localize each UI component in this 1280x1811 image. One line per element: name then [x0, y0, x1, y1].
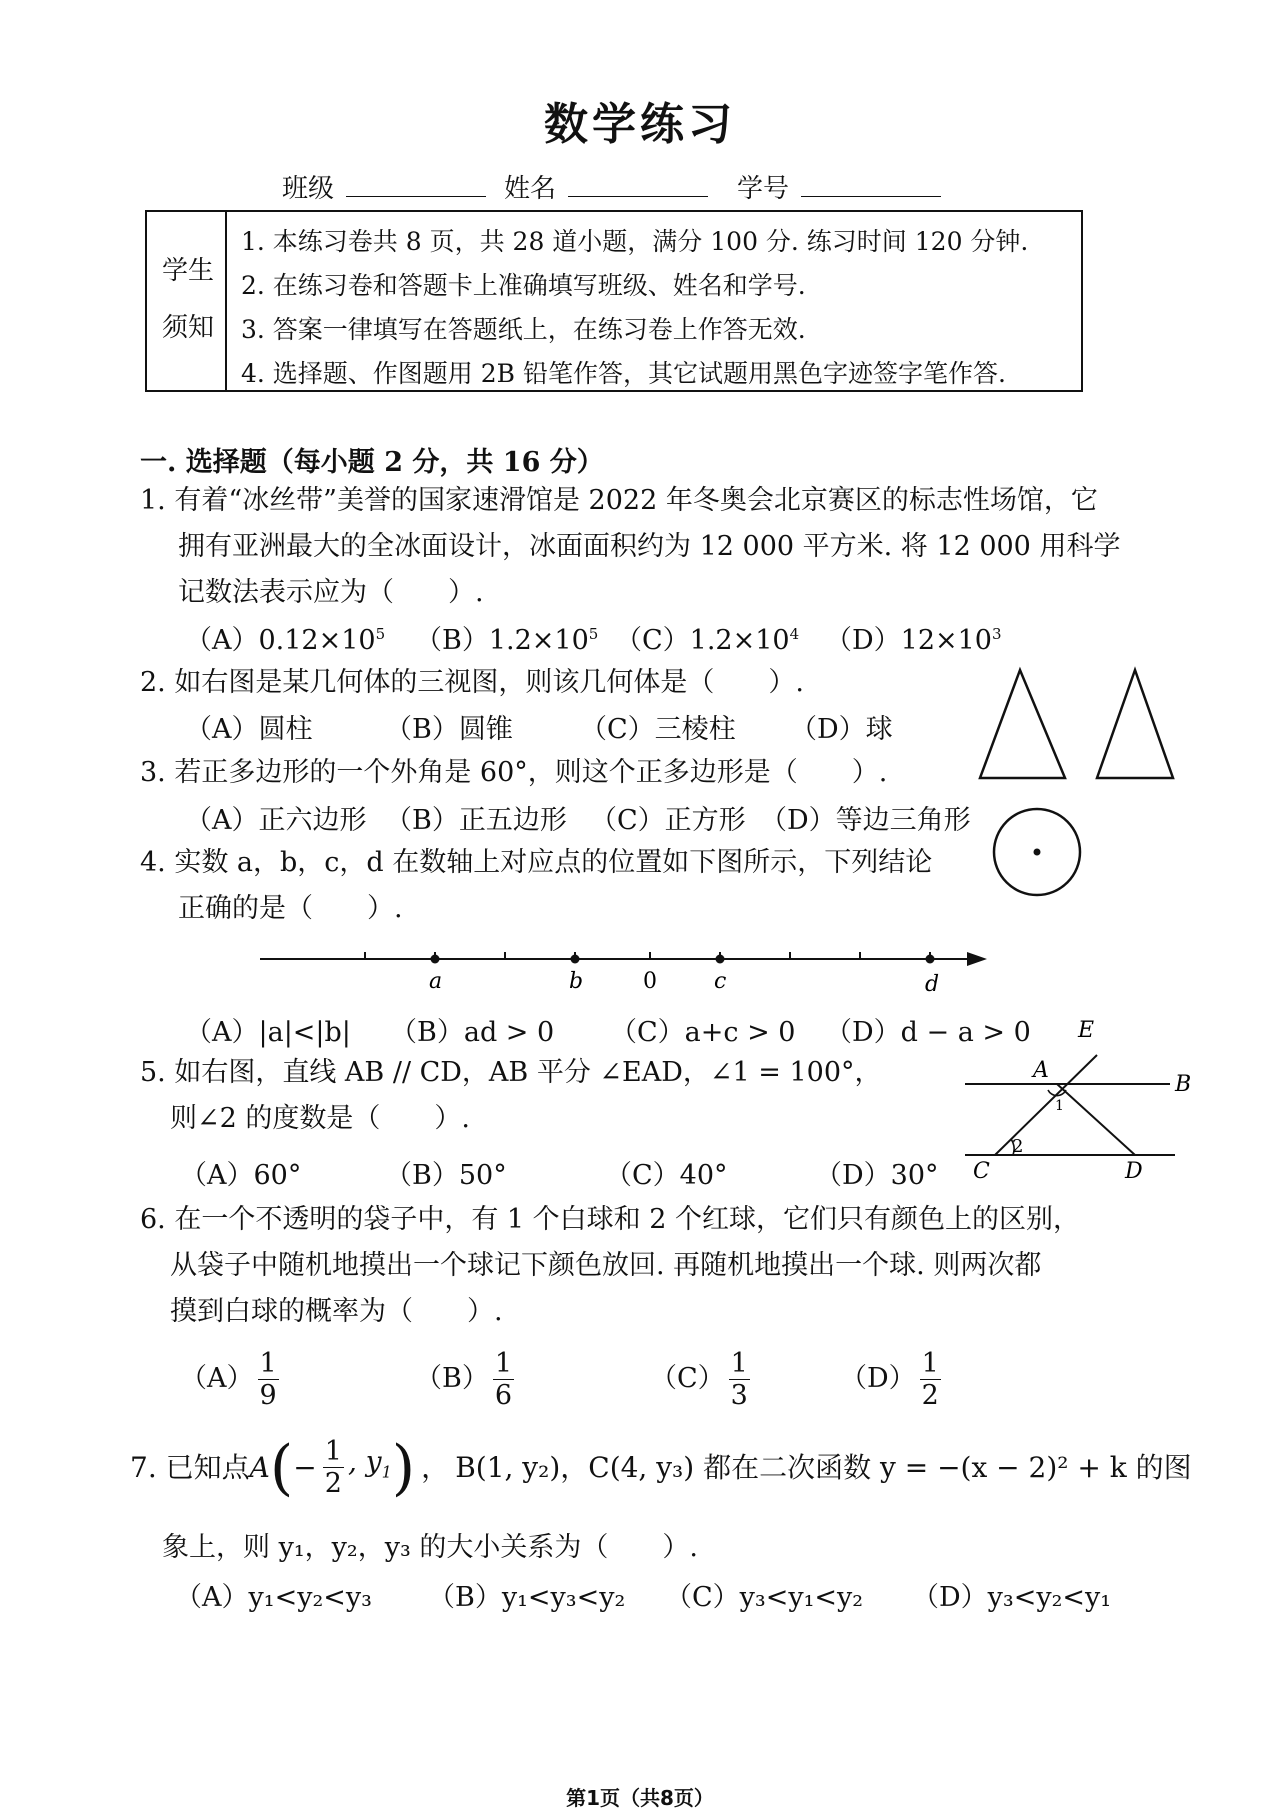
notice-item: 2. 在练习卷和答题卡上准确填写班级、姓名和学号. — [241, 271, 806, 300]
numerator: 1 — [730, 1348, 748, 1379]
name-blank[interactable] — [568, 172, 708, 197]
q1-option-d[interactable] — [825, 618, 1002, 657]
q4-option-a[interactable]: （A）|a|<|b| — [185, 1017, 351, 1048]
q1-option-a-exp: 5 — [375, 625, 386, 643]
question-1-line: 1. 有着“冰丝带”美誉的国家速滑馆是 2022 年冬奥会北京赛区的标志性场馆，它 — [140, 485, 1098, 516]
parallel-lines-figure — [955, 1015, 1200, 1190]
q1-option-c[interactable] — [615, 618, 799, 657]
notice-head-line1: 学生 — [162, 256, 215, 286]
q2-option-d[interactable]: （D）球 — [790, 714, 893, 745]
q1-option-c-exp: 4 — [789, 625, 800, 643]
q6-option-d-label: （D） — [840, 1363, 916, 1395]
label-b: B — [1175, 1072, 1192, 1097]
q4-option-b[interactable]: （B）ad > 0 — [390, 1017, 555, 1048]
q6-option-c[interactable] — [650, 1348, 754, 1411]
label-a: A — [1033, 1058, 1049, 1083]
q3-option-c[interactable]: （C）正方形 — [590, 805, 746, 836]
q7-point-a: A — [249, 1450, 270, 1484]
label-c: C — [973, 1159, 990, 1184]
q7-paren-close: ) — [391, 1432, 416, 1503]
notice-box — [145, 210, 1083, 392]
notice-item: 4. 选择题、作图题用 2B 铅笔作答，其它试题用黑色字迹签字笔作答. — [241, 359, 1006, 388]
q1-option-c-text: （C）1.2×10 — [615, 625, 790, 656]
q5-option-a[interactable]: （A）60° — [180, 1160, 302, 1191]
id-label: 学号 — [737, 174, 790, 204]
id-field — [737, 168, 941, 205]
denominator: 3 — [730, 1380, 748, 1412]
line-ad — [1057, 1084, 1135, 1155]
q3-option-b[interactable]: （B）正五边形 — [385, 805, 567, 836]
q4-option-d[interactable]: （D）d − a > 0 — [825, 1017, 1031, 1048]
name-label: 姓名 — [504, 174, 557, 204]
q6-option-b-label: （B） — [415, 1363, 489, 1395]
q6-option-d[interactable] — [840, 1348, 945, 1411]
q6-option-a-label: （A） — [180, 1363, 254, 1395]
class-blank[interactable] — [346, 172, 486, 197]
question-4-line: 4. 实数 a，b，c，d 在数轴上对应点的位置如下图所示，下列结论 — [140, 847, 933, 878]
question-5 — [140, 1050, 882, 1142]
numerator: 1 — [259, 1348, 277, 1379]
question-6-line: 6. 在一个不透明的袋子中，有 1 个白球和 2 个红球，它们只有颜色上的区别， — [140, 1204, 1081, 1235]
fraction — [493, 1348, 514, 1411]
q1-option-b-text: （B）1.2×10 — [415, 625, 589, 656]
question-1-line: 拥有亚洲最大的全冰面设计，冰面面积约为 12 000 平方米. 将 12 000 用科学 — [178, 531, 1121, 562]
numerator: 1 — [494, 1348, 513, 1379]
denominator: 2 — [921, 1380, 939, 1412]
q3-option-d[interactable]: （D）等边三角形 — [760, 805, 971, 836]
label-e: E — [1078, 1018, 1095, 1043]
question-4 — [140, 840, 932, 932]
question-7-line2: 象上，则 y₁，y₂，y₃ 的大小关系为（ ）. — [162, 1532, 698, 1563]
number-line-arrow — [967, 952, 987, 966]
denominator: 6 — [494, 1380, 513, 1412]
label-angle-2: 2 — [1012, 1136, 1024, 1157]
numerator: 1 — [921, 1348, 939, 1379]
q1-option-b[interactable] — [415, 618, 598, 657]
q7-option-b[interactable]: （B）y₁<y₃<y₂ — [428, 1582, 626, 1613]
point-d — [926, 955, 935, 964]
question-5-line: 则∠2 的度数是（ ）. — [170, 1103, 470, 1134]
side-view-triangle — [1097, 670, 1173, 778]
q2-option-b[interactable]: （B）圆锥 — [385, 714, 513, 745]
q5-option-d[interactable]: （D）30° — [815, 1160, 939, 1191]
front-view-triangle — [980, 670, 1065, 778]
q7-middle: B(1, y₂)，C(4, y₃) 都在二次函数 y = −(x − 2)² + k 的图 — [455, 1450, 1192, 1484]
label-angle-1: 1 — [1055, 1098, 1064, 1114]
q7-option-c[interactable]: （C）y₃<y₁<y₂ — [665, 1582, 864, 1613]
q1-option-d-exp: 3 — [991, 625, 1002, 643]
notice-head-line2: 须知 — [162, 313, 215, 343]
question-6-line: 从袋子中随机地摸出一个球记下颜色放回. 再随机地摸出一个球. 则两次都 — [170, 1250, 1042, 1281]
q7-prefix: 7. 已知点 — [130, 1450, 250, 1484]
q1-option-b-exp: 5 — [588, 625, 599, 643]
question-1-line: 记数法表示应为（ ）. — [178, 577, 484, 608]
q5-option-c[interactable]: （C）40° — [605, 1160, 728, 1191]
point-b — [571, 955, 580, 964]
notice-item: 3. 答案一律填写在答题纸上，在练习卷上作答无效. — [241, 315, 806, 344]
question-6 — [140, 1197, 1080, 1335]
denominator: 9 — [259, 1380, 277, 1412]
q4-option-c[interactable]: （C）a+c > 0 — [610, 1017, 796, 1048]
q1-option-a-text: （A）0.12×10 — [185, 625, 376, 656]
label-d: D — [1125, 1159, 1143, 1184]
denominator: 2 — [324, 1468, 342, 1500]
name-field — [504, 168, 708, 205]
q1-option-d-text: （D）12×10 — [825, 625, 992, 656]
page-footer: 第1页（共8页） — [566, 1786, 714, 1810]
top-view-center-dot — [1034, 849, 1041, 856]
number-line-figure — [255, 935, 1005, 1005]
label-c: c — [714, 969, 727, 994]
three-view-figure — [975, 660, 1205, 900]
point-a — [431, 955, 440, 964]
q6-option-a[interactable] — [180, 1348, 283, 1411]
class-field — [282, 168, 486, 205]
label-zero: 0 — [643, 969, 657, 994]
class-label: 班级 — [282, 174, 335, 204]
q2-option-a[interactable]: （A）圆柱 — [185, 714, 313, 745]
q7-option-d[interactable]: （D）y₃<y₂<y₁ — [912, 1582, 1112, 1613]
q7-paren-open: ( — [269, 1432, 294, 1503]
q1-option-a[interactable] — [185, 618, 385, 657]
fraction — [920, 1348, 941, 1411]
section-heading: 一. 选择题（每小题 2 分，共 16 分） — [140, 447, 604, 478]
q6-option-b[interactable] — [415, 1348, 518, 1411]
q3-option-a[interactable]: （A）正六边形 — [185, 805, 367, 836]
question-3: 3. 若正多边形的一个外角是 60°，则这个正多边形是（ ）. — [140, 757, 888, 788]
fraction — [323, 1436, 344, 1499]
q6-option-c-label: （C） — [650, 1363, 725, 1395]
question-7-line1: 7. 已知点 A ( − $\frac{1}{2}$ , $y_1$ ) ， B(1, y₂)，C(4, y₃) 都在二次函数 y = −(x − 2)² + k 的图 — [130, 1432, 1192, 1503]
label-b: b — [569, 969, 584, 994]
point-c — [716, 955, 725, 964]
label-a: a — [429, 969, 443, 994]
id-blank[interactable] — [801, 172, 941, 197]
question-6-line: 摸到白球的概率为（ ）. — [170, 1296, 503, 1327]
q7-option-a[interactable]: （A）y₁<y₂<y₃ — [175, 1582, 372, 1613]
numerator: 1 — [324, 1436, 342, 1467]
question-4-line: 正确的是（ ）. — [178, 893, 403, 924]
notice-head — [147, 212, 227, 390]
question-1 — [140, 478, 1120, 616]
q5-option-b[interactable]: （B）50° — [385, 1160, 507, 1191]
fraction — [729, 1348, 750, 1411]
question-5-line: 5. 如右图，直线 AB // CD，AB 平分 ∠EAD，∠1 = 100°， — [140, 1057, 882, 1088]
notice-item: 1. 本练习卷共 8 页，共 28 道小题，满分 100 分. 练习时间 120 分钟. — [241, 227, 1029, 256]
question-2: 2. 如右图是某几何体的三视图，则该几何体是（ ）. — [140, 667, 804, 698]
page-title: 数学练习 — [544, 99, 736, 150]
label-d: d — [925, 972, 940, 997]
notice-list — [241, 220, 1028, 396]
q2-option-c[interactable]: （C）三棱柱 — [580, 714, 736, 745]
fraction — [258, 1348, 279, 1411]
